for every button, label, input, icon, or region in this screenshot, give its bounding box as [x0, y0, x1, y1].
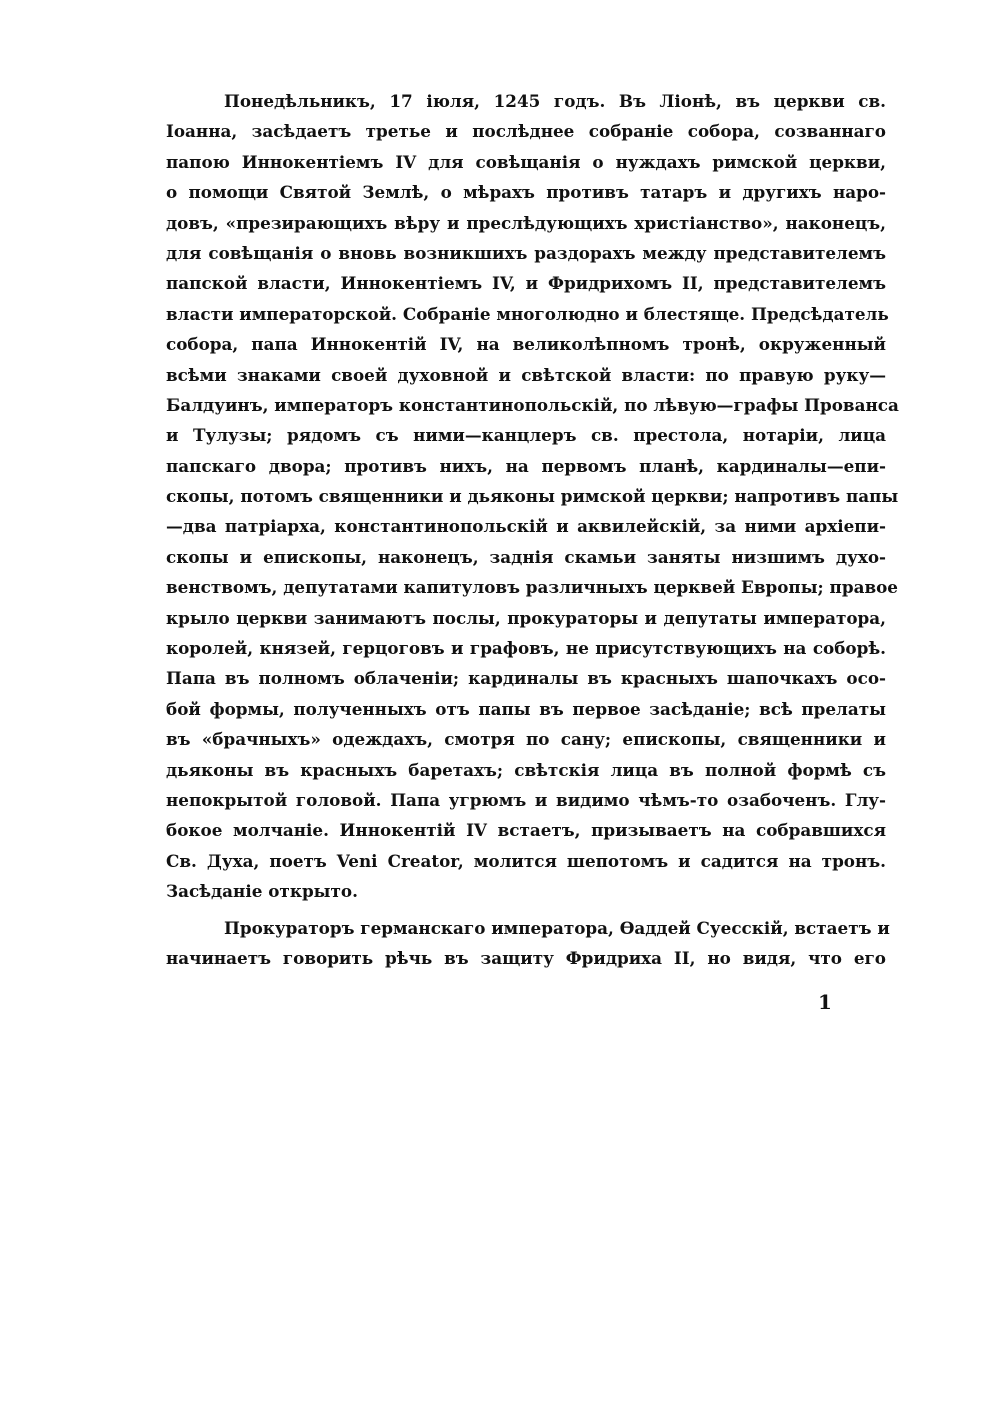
text-line: бой формы, полученныхъ отъ папы въ первое засѣданіе; всѣ прелаты	[166, 698, 886, 719]
text-line: собора, папа Иннокентій IV, на великолѣпномъ тронѣ, окруженный	[166, 334, 886, 355]
text-line: скопы и епископы, наконецъ, заднія скамьи заняты низшимъ духо-	[166, 546, 886, 567]
text-line: для совѣщанія о вновь возникшихъ раздорахъ между представителемъ	[166, 242, 886, 263]
text-line: Засѣданіе открыто.	[166, 881, 358, 902]
text-line: папской власти, Иннокентіемъ IV, и Фридрихомъ II, представителемъ	[166, 273, 886, 294]
text-line: Папа въ полномъ облаченіи; кардиналы въ красныхъ шапочкахъ осо-	[166, 668, 886, 689]
text-line: крыло церкви занимаютъ послы, прокураторы и депутаты императора,	[166, 607, 886, 628]
text-line: папою Иннокентіемъ IV для совѣщанія о нуждахъ римской церкви,	[166, 151, 886, 172]
text-line: венствомъ, депутатами капитуловъ различныхъ церквей Европы; правое	[166, 577, 898, 598]
text-line: непокрытой головой. Папа угрюмъ и видимо чѣмъ-то озабоченъ. Глу-	[166, 789, 886, 810]
text-line: и Тулузы; рядомъ съ ними—канцлеръ св. престола, нотаріи, лица	[166, 425, 886, 446]
text-line: дьяконы въ красныхъ баретахъ; свѣтскія лица въ полной формѣ съ	[166, 759, 886, 780]
text-line: Іоанна, засѣдаетъ третье и послѣднее собраніе собора, созваннаго	[166, 121, 886, 142]
text-line: власти императорской. Собраніе многолюдно и блестяще. Предсѣдатель	[166, 303, 889, 324]
text-line: Прокураторъ германскаго императора, Ѳаддей Суесскій, встаетъ и	[224, 917, 890, 938]
text-line: всѣми знаками своей духовной и свѣтской власти: по правую руку—	[166, 364, 886, 385]
text-line: начинаетъ говорить рѣчь въ защиту Фридриха II, но видя, что его	[166, 947, 886, 968]
text-line: довъ, «презирающихъ вѣру и преслѣдующихъ христіанство», наконецъ,	[166, 212, 886, 233]
text-line: королей, князей, герцоговъ и графовъ, не присутствующихъ на соборѣ.	[166, 638, 886, 659]
page-number: 1	[818, 990, 832, 1014]
text-line: скопы, потомъ священники и дьяконы римской церкви; напротивъ папы	[166, 486, 899, 507]
text-line: папскаго двора; противъ нихъ, на первомъ планѣ, кардиналы—епи-	[166, 455, 886, 476]
text-line: въ «брачныхъ» одеждахъ, смотря по сану; епископы, священники и	[166, 729, 886, 750]
text-line: Балдуинъ, императоръ константинопольскій, по лѣвую—графы Прованса	[166, 394, 899, 415]
text-line: Понедѣльникъ, 17 іюля, 1245 годъ. Въ Ліонѣ, въ церкви св.	[224, 91, 886, 111]
text-line: бокое молчаніе. Иннокентій IV встаетъ, призываетъ на собравшихся	[166, 820, 886, 841]
text-line: Св. Духа, поетъ Veni Creator, молится шепотомъ и садится на тронъ.	[166, 850, 886, 871]
text-line: —два патріарха, константинопольскій и аквилейскій, за ними архіепи-	[166, 516, 886, 537]
text-line: о помощи Святой Землѣ, о мѣрахъ противъ татаръ и другихъ наро-	[166, 182, 886, 203]
main-text	[166, 86, 899, 973]
